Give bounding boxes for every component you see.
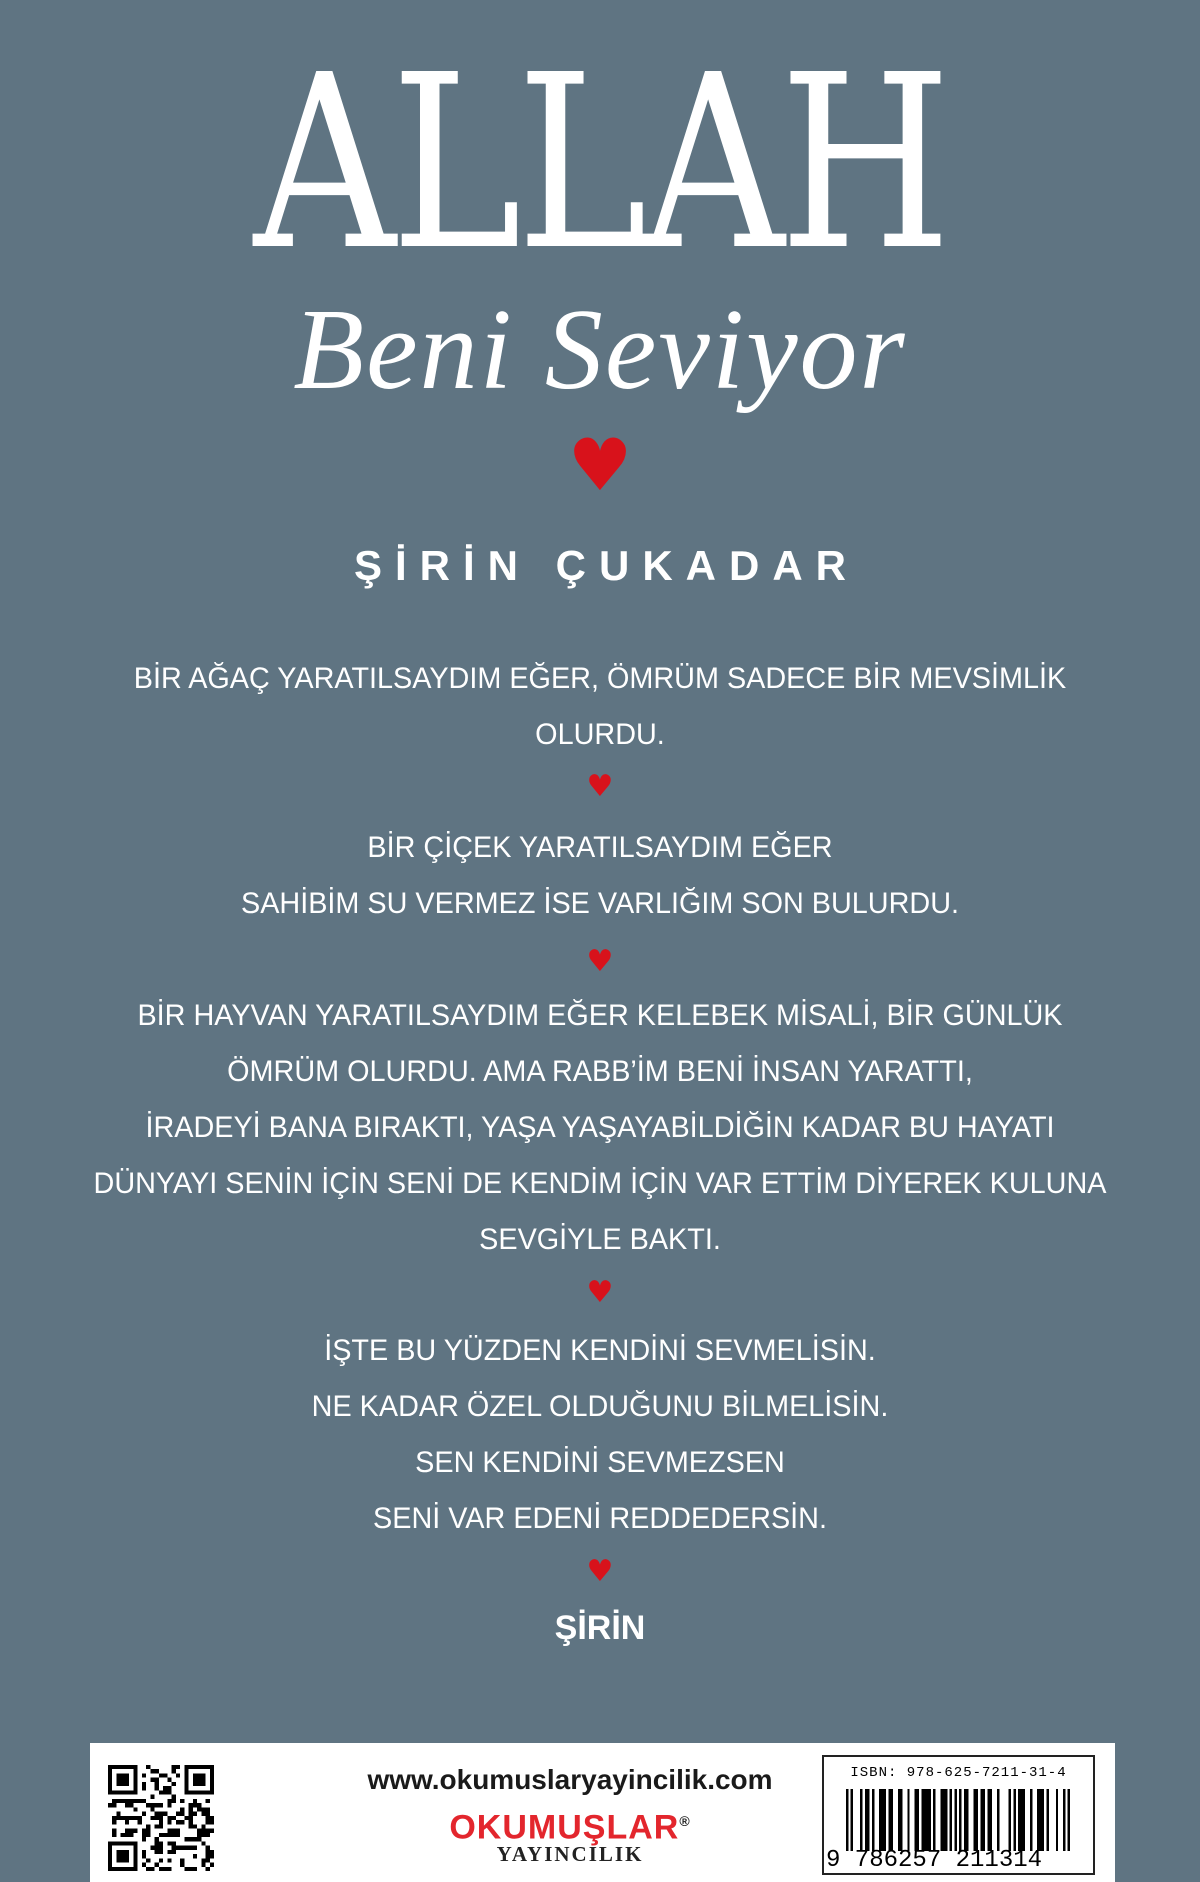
blurb-line: NE KADAR ÖZEL OLDUĞUNU BİLMELİSİN. — [311, 1390, 889, 1423]
heart-icon: ♥ — [586, 1554, 614, 1589]
blurb-paragraph-3 — [82, 988, 1119, 1268]
signature: ŞİRİN — [554, 1609, 646, 1647]
logo-text-part2: LAR — [606, 1808, 680, 1847]
author-name: ŞİRİN ÇUKADAR — [354, 542, 859, 589]
heart-icon: ♥ — [586, 1275, 614, 1310]
barcode-icon — [822, 1755, 1095, 1875]
qr-code-icon — [108, 1765, 214, 1871]
blurb-line: SAHİBİM SU VERMEZ İSE VARLIĞIM SON BULURDU. — [241, 887, 959, 920]
blurb-line: İRADEYİ BANA BIRAKTI, YAŞA YAŞAYABİLDİĞİN KADAR BU HAYATI — [145, 1111, 1055, 1144]
blurb-paragraph-4 — [82, 1323, 1119, 1547]
book-subtitle: Beni Seviyor — [293, 286, 907, 414]
barcode-bars — [846, 1789, 1070, 1851]
blurb-line: BİR ÇİÇEK YARATILSAYDIM EĞER — [367, 831, 833, 864]
publisher-label: YAYINCILIK — [496, 1842, 644, 1866]
blurb-paragraph-2 — [82, 820, 1119, 932]
isbn-text: ISBN: 978-625-7211-31-4 — [850, 1765, 1067, 1781]
publisher-website[interactable]: www.okumuslaryayincilik.com — [367, 1764, 773, 1795]
publisher-footer — [90, 1743, 1115, 1882]
heart-icon: ♥ — [586, 769, 614, 804]
blurb-line: OLURDU. — [535, 718, 665, 751]
book-title: ALLAH — [253, 23, 947, 303]
heart-icon: ♥ — [567, 423, 633, 507]
logo-text-part1: OKUMUŞ — [449, 1808, 607, 1847]
blurb-line: SENİ VAR EDENİ REDDEDERSİN. — [373, 1502, 827, 1535]
heart-icon: ♥ — [586, 944, 614, 979]
ean-digits: 9 786257 211314 — [826, 1847, 1043, 1874]
blurb-line: SEVGİYLE BAKTI. — [479, 1223, 721, 1256]
blurb-line: ÖMRÜM OLURDU. AMA RABB’İM BENİ İNSAN YARATTI, — [227, 1055, 973, 1088]
blurb-paragraph-1 — [82, 651, 1119, 763]
registered-mark: ® — [679, 1813, 691, 1829]
blurb-line: İŞTE BU YÜZDEN KENDİNİ SEVMELİSİN. — [324, 1334, 876, 1367]
blurb-line: BİR AĞAÇ YARATILSAYDIM EĞER, ÖMRÜM SADECE BİR MEVSİMLİK — [133, 662, 1067, 695]
blurb-line: DÜNYAYI SENİN İÇİN SENİ DE KENDİM İÇİN VAR ETTİM DİYEREK KULUNA — [93, 1167, 1107, 1200]
blurb-line: SEN KENDİNİ SEVMEZSEN — [415, 1446, 785, 1479]
blurb-line: BİR HAYVAN YARATILSAYDIM EĞER KELEBEK MİSALİ, BİR GÜNLÜK — [137, 999, 1063, 1032]
